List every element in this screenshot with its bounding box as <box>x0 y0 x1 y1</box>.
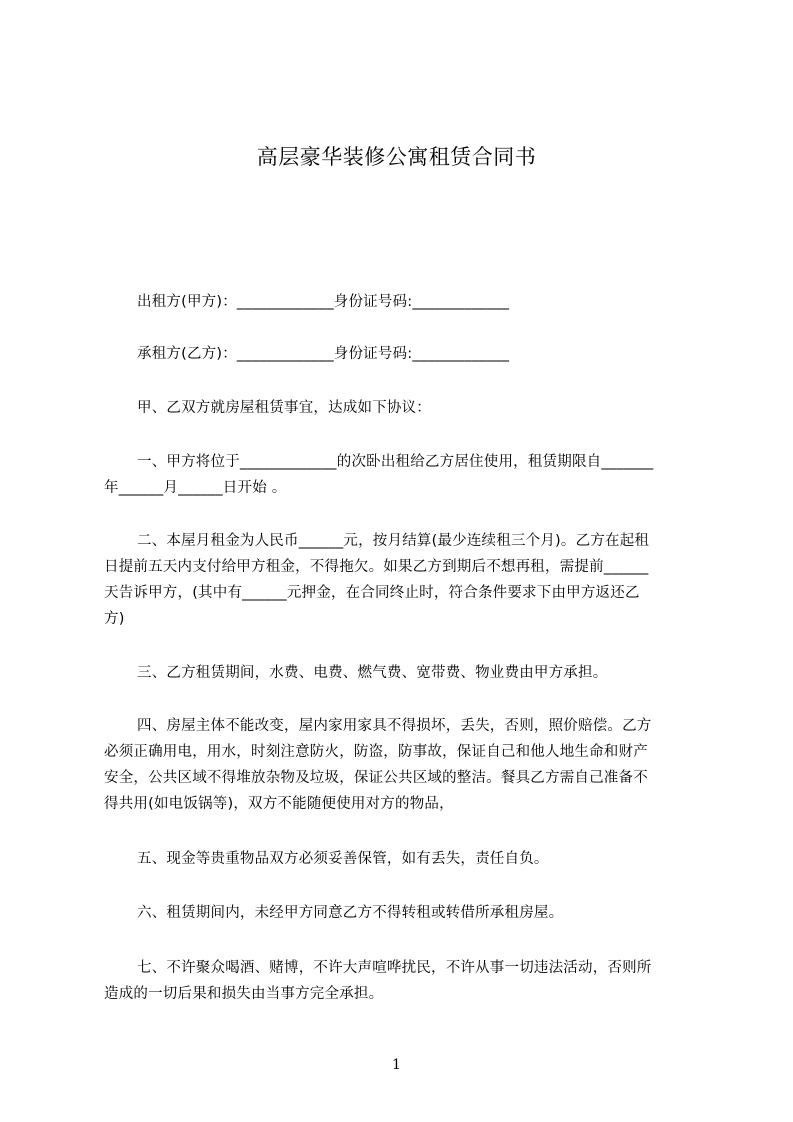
clause-1-line-2: 年______月______日开始 。 <box>104 480 287 496</box>
lessee-line <box>104 341 700 367</box>
clause-2-line-3: 天告诉甲方，(其中有______元押金，在合同终止时，符合条件要求下由甲方返还乙 <box>104 585 640 601</box>
clause-4-line-2: 必须正确用电，用水，时刻注意防火，防盗，防事故，保证自己和他人地生命和财产 <box>104 744 648 760</box>
clause-2 <box>104 528 700 632</box>
lessor-line <box>104 289 700 315</box>
clause-7-line-1: 七、不许聚众喝酒、赌博，不许大声喧哗扰民，不许从事一切违法活动，否则所 <box>137 960 652 976</box>
clause-7-line-2: 造成的一切后果和损失由当事方完全承担。 <box>104 986 384 1002</box>
clause-2-line-1: 二、本屋月租金为人民币______元，按月结算(最少连续租三个月)。乙方在起租 <box>137 533 650 549</box>
clause-5 <box>104 846 700 872</box>
clause-4 <box>104 713 700 817</box>
clause-3-text: 三、乙方租赁期间，水费、电费、燃气费、宽带费、物业费由甲方承担。 <box>137 665 608 681</box>
clause-4-line-1: 四、房屋主体不能改变，屋内家用家具不得损坏，丢失，否则，照价赔偿。乙方 <box>137 718 652 734</box>
clause-4-line-3: 安全，公共区域不得堆放杂物及垃圾，保证公共区域的整洁。餐具乙方需自己准备不 <box>104 770 648 786</box>
clause-1 <box>104 449 700 501</box>
clause-6 <box>104 900 700 926</box>
clause-7 <box>104 955 700 1007</box>
intro-paragraph <box>104 395 700 421</box>
clause-4-line-4: 得共用(如电饭锅等)，双方不能随便使用对方的物品， <box>104 796 454 812</box>
clause-2-line-4: 方) <box>104 611 125 627</box>
lessee-text: 承租方(乙方)：_____________身份证号码:_____________ <box>137 346 510 362</box>
intro-text: 甲、乙双方就房屋租赁事宜，达成如下协议： <box>137 400 431 416</box>
page-number: 1 <box>392 1057 401 1073</box>
clause-6-text: 六、租赁期间内，未经甲方同意乙方不得转租或转借所承租房屋。 <box>137 905 564 921</box>
clause-1-line-1: 一、甲方将位于_____________的次卧出租给乙方居住使用，租赁期限自_______ <box>137 454 654 470</box>
clause-2-line-2: 日提前五天内支付给甲方租金，不得拖欠。如果乙方到期后不想再租，需提前______ <box>104 559 649 575</box>
clause-3 <box>104 660 700 686</box>
lessor-text: 出租方(甲方)：_____________身份证号码:_____________ <box>137 294 510 310</box>
document-title: 高层豪华装修公寓租赁合同书 <box>256 145 537 169</box>
clause-5-text: 五、现金等贵重物品双方必须妥善保管，如有丢失，责任自负。 <box>137 851 549 867</box>
